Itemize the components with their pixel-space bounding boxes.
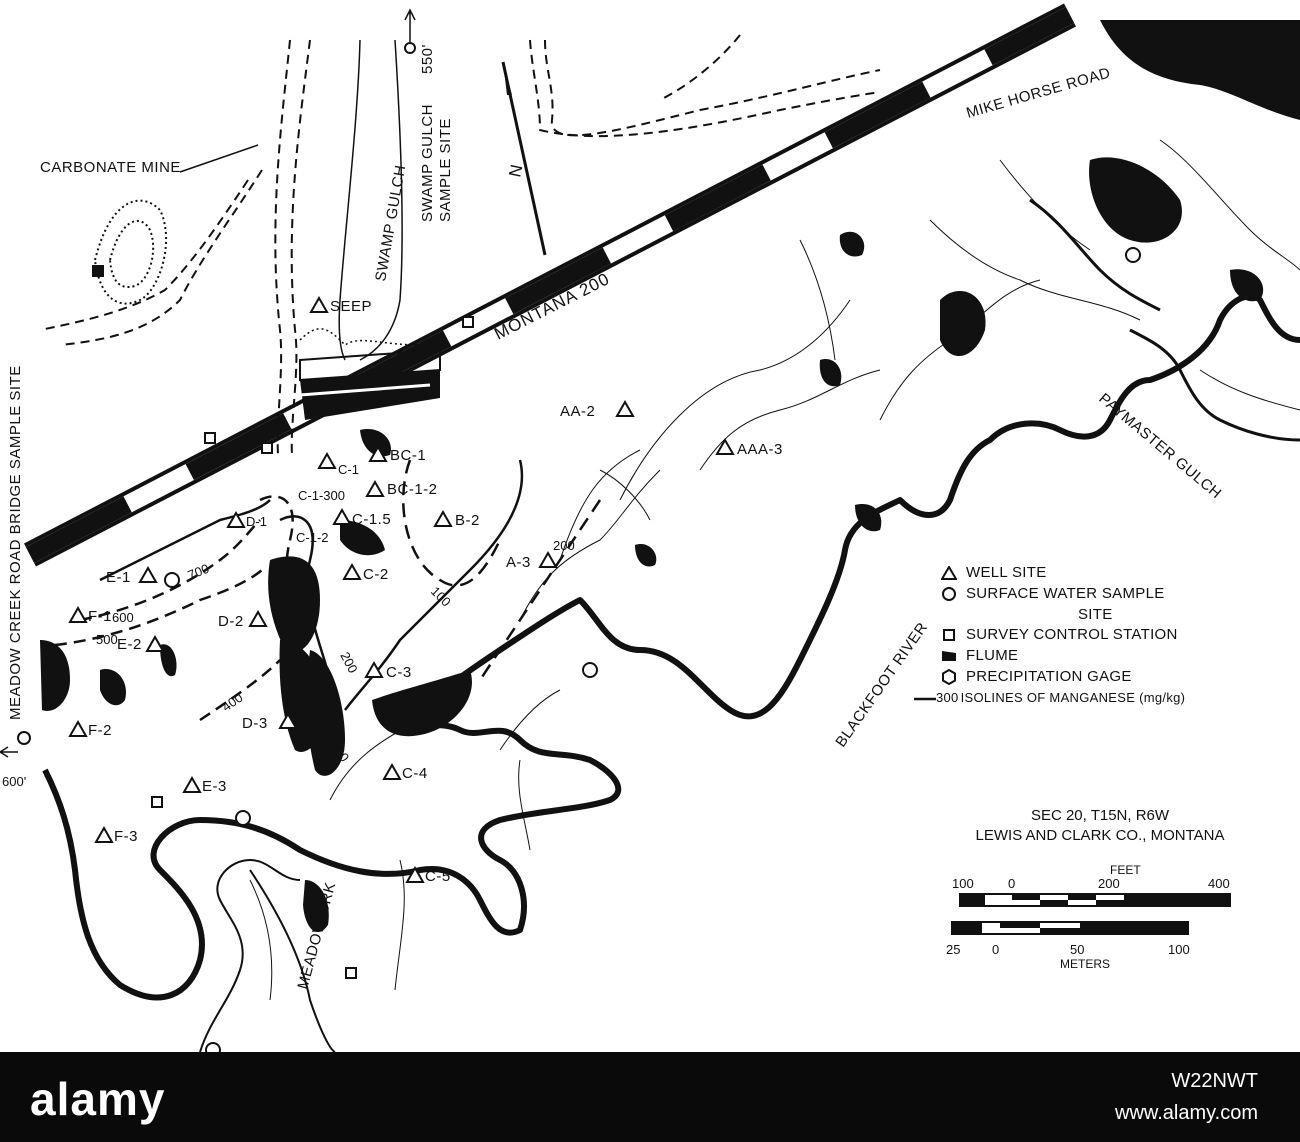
well-f-3: [96, 828, 138, 845]
location-line-2: LEWIS AND CLARK CO., MONTANA: [975, 827, 1225, 844]
legend-row-surface-water-2: [938, 604, 1278, 624]
legend-label-surface-water-2: SITE: [1078, 605, 1113, 623]
highway-montana-200: [30, 15, 1070, 555]
well-label-b-2: B-2: [455, 512, 480, 529]
legend-isoline-sample: 300: [936, 690, 959, 705]
elevation-600-label: 600': [2, 774, 27, 789]
seep-label: SEEP: [330, 298, 373, 315]
blackfoot-river-label: BLACKFOOT RIVER: [832, 619, 932, 751]
well-label-bc-1-2: BC-1-2: [387, 481, 438, 498]
well-label-d-2: D-2: [218, 613, 244, 630]
legend-row-flume: [938, 645, 1278, 666]
well-e-2: [117, 636, 163, 653]
square-icon: [938, 628, 960, 642]
well-bc-1-2: [367, 481, 438, 498]
isoline-dash-icon: [914, 690, 936, 705]
well-label-bc-1: BC-1: [390, 447, 427, 464]
elevation-550-label: 550': [419, 44, 436, 74]
well-d-2: [218, 612, 266, 630]
well-label-c-5: C-5: [425, 868, 451, 885]
well-c-5: [407, 868, 451, 885]
scale-bars: [930, 858, 1260, 978]
well-label-c-4: C-4: [402, 765, 428, 782]
well-label-c-3: C-3: [386, 664, 412, 681]
meadow-creek-site-label: MEADOW CREEK ROAD BRIDGE SAMPLE SITE: [7, 365, 24, 720]
legend-label-precip: PRECIPITATION GAGE: [966, 668, 1132, 685]
meter-tick-50: 50: [1070, 942, 1085, 957]
well-label-f-1: F-1: [88, 608, 112, 625]
meter-tick-100: 100: [1168, 942, 1190, 957]
legend-row-isoline: [914, 687, 1278, 708]
well-label-a-3: A-3: [506, 554, 531, 571]
well-label-c-1-2: C-1-2: [296, 530, 329, 545]
dashed-roads: [40, 35, 880, 455]
legend-row-surface-water: [938, 583, 1278, 604]
location-line-1: SEC 20, T15N, R6W: [1030, 807, 1170, 824]
well-e-1: [106, 568, 156, 586]
well-seep: [311, 298, 372, 315]
well-label-c-1: C-1: [338, 462, 359, 477]
legend-label-surface-water: SURFACE WATER SAMPLE: [966, 585, 1165, 602]
isoline-label-600: 600: [112, 610, 134, 625]
flume-icon: [938, 649, 960, 663]
well-label-aaa-3: AAA-3: [737, 441, 783, 458]
feet-tick-200: 200: [1098, 876, 1120, 891]
triangle-icon: [938, 566, 960, 580]
well-c-3: [366, 663, 412, 681]
circle-icon: [938, 586, 960, 602]
location-block: [930, 806, 1270, 846]
legend-row-precip: [938, 666, 1278, 687]
carbonate-mine-label: CARBONATE MINE: [40, 159, 181, 176]
swamp-gulch-site-label-1: SWAMP GULCH: [419, 103, 436, 222]
isoline-label-500: 500: [96, 632, 118, 647]
meters-title: METERS: [1060, 957, 1111, 971]
legend-label-flume: FLUME: [966, 647, 1019, 664]
brand-logo: alamy: [30, 1073, 166, 1125]
hexagon-icon: [938, 669, 960, 685]
feet-tick-100: 100: [952, 876, 974, 891]
well-e-3: [184, 778, 227, 795]
well-c-4: [384, 765, 428, 782]
paymaster-gulch-label: PAYMASTER GULCH: [1095, 390, 1225, 503]
montana-200-label: MONTANA 200: [491, 269, 613, 344]
feet-scale-bar: [960, 894, 1230, 906]
swamp-gulch-site-label-2: SAMPLE SITE: [437, 118, 454, 222]
mike-horse-road-label: MIKE HORSE ROAD: [964, 64, 1113, 122]
map-legend: [938, 562, 1278, 708]
site-url[interactable]: www.alamy.com: [1115, 1102, 1258, 1124]
well-c-1-2: [296, 530, 329, 545]
isoline-label-100: 100: [427, 583, 454, 610]
well-f-1: [70, 608, 112, 625]
well-bc-1: [370, 447, 426, 464]
well-label-aa-2: AA-2: [560, 403, 596, 420]
swamp-gulch-label: SWAMP GULCH: [372, 163, 410, 283]
isoline-label-200-west: 200: [337, 649, 361, 676]
image-code: W22NWT: [1171, 1070, 1258, 1092]
meter-tick-0: 0: [992, 942, 1000, 957]
north-arrow: [503, 62, 545, 255]
well-label-e-2: E-2: [117, 636, 142, 653]
feet-tick-400: 400: [1208, 876, 1230, 891]
well-label-e-1: E-1: [106, 569, 131, 586]
legend-label-isoline: ISOLINES OF MANGANESE (mg/kg): [960, 690, 1186, 705]
isoline-label-700: 700: [185, 560, 212, 583]
well-d-1: [228, 513, 267, 529]
well-label-c-1-5: C-1.5: [352, 511, 392, 528]
well-label-d-3: D-3: [242, 715, 268, 732]
well-b-2: [435, 512, 480, 529]
isoline-label-400: 400: [219, 689, 246, 715]
footer-bar: [0, 1052, 1300, 1142]
legend-row-well: [938, 562, 1278, 583]
well-c-1-300: [298, 488, 345, 503]
isoline-label-200-east: 200: [553, 538, 575, 553]
well-label-c-2: C-2: [363, 566, 389, 583]
meter-tick-25: 25: [946, 942, 961, 957]
isoline-label-300-south: 300: [327, 738, 353, 765]
legend-label-survey: SURVEY CONTROL STATION: [966, 626, 1178, 643]
wetland-fills: [40, 20, 1300, 932]
well-aaa-3: [717, 440, 783, 458]
well-f-2: [70, 722, 112, 739]
meadow-crk-label: MEADOW CRK: [294, 880, 340, 992]
well-c-2: [344, 565, 389, 583]
feet-title: FEET: [1110, 863, 1141, 877]
well-label-d-1: D-1: [246, 514, 267, 529]
well-a-3: [506, 553, 556, 571]
well-label-c-1-300: C-1-300: [298, 488, 345, 503]
well-label-e-3: E-3: [202, 778, 227, 795]
svg-text:N: N: [505, 161, 527, 179]
meters-scale-bar: [952, 922, 1188, 934]
carbonate-mine-area: [92, 201, 166, 304]
legend-row-survey: [938, 624, 1278, 645]
well-c-1: [319, 454, 359, 477]
legend-label-well: WELL SITE: [966, 564, 1047, 581]
well-label-f-3: F-3: [114, 828, 138, 845]
well-aa-2: [560, 402, 633, 420]
feet-tick-0: 0: [1008, 876, 1016, 891]
well-label-f-2: F-2: [88, 722, 112, 739]
